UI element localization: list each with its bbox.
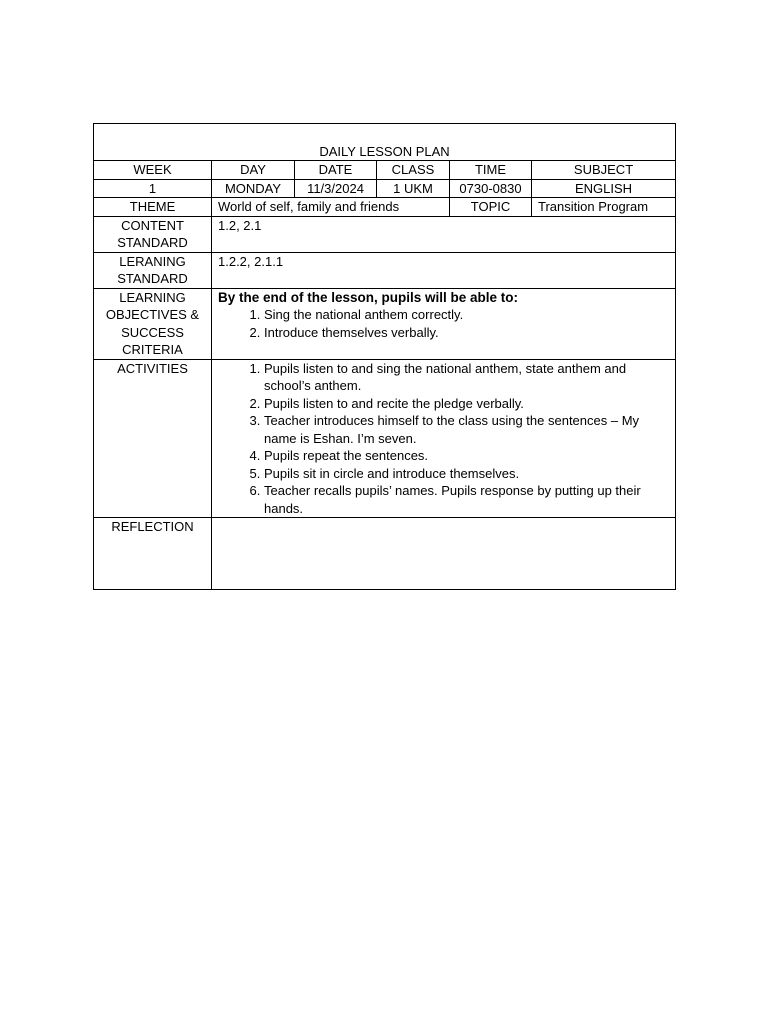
header-value-row — [94, 179, 676, 198]
activity-item: 3. Teacher introduces himself to the class using the sentences – My name is Eshan. I’m seven. — [264, 412, 669, 447]
activity-item: 6. Teacher recalls pupils’ names. Pupils response by putting up their hands. — [264, 482, 669, 517]
content-standard-row — [94, 216, 676, 252]
week-value: 1 — [94, 179, 212, 198]
date-value: 11/3/2024 — [295, 179, 377, 198]
header-label-row — [94, 161, 676, 180]
day-label: DAY — [212, 161, 295, 180]
activities-list — [218, 360, 669, 518]
time-value: 0730-0830 — [450, 179, 532, 198]
reflection-label: REFLECTION — [94, 518, 212, 590]
activity-item: 2. Pupils listen to and recite the pledge verbally. — [264, 395, 669, 413]
topic-value: Transition Program — [532, 198, 676, 217]
activities-row — [94, 359, 676, 518]
objectives-intro: By the end of the lesson, pupils will be able to: — [218, 289, 519, 305]
reflection-value — [212, 518, 676, 590]
objectives-cell — [212, 288, 676, 359]
topic-label: TOPIC — [450, 198, 532, 217]
activities-label: ACTIVITIES — [94, 359, 212, 518]
class-value: 1 UKM — [377, 179, 450, 198]
time-label: TIME — [450, 161, 532, 180]
day-value: MONDAY — [212, 179, 295, 198]
subject-value: ENGLISH — [532, 179, 676, 198]
learning-standard-label: LERANING STANDARD — [94, 252, 212, 288]
activity-item: 5. Pupils sit in circle and introduce themselves. — [264, 465, 669, 483]
objective-item: 2. Introduce themselves verbally. — [264, 324, 669, 342]
learning-standard-row — [94, 252, 676, 288]
objectives-list — [218, 306, 669, 341]
lesson-plan-table — [93, 123, 676, 590]
date-label: DATE — [295, 161, 377, 180]
objectives-row — [94, 288, 676, 359]
plan-title: DAILY LESSON PLAN — [94, 124, 676, 161]
theme-value: World of self, family and friends — [212, 198, 450, 217]
content-standard-value: 1.2, 2.1 — [212, 216, 676, 252]
theme-label: THEME — [94, 198, 212, 217]
content-standard-label: CONTENT STANDARD — [94, 216, 212, 252]
week-label: WEEK — [94, 161, 212, 180]
reflection-row — [94, 518, 676, 590]
class-label: CLASS — [377, 161, 450, 180]
objective-item: 1. Sing the national anthem correctly. — [264, 306, 669, 324]
learning-standard-value: 1.2.2, 2.1.1 — [212, 252, 676, 288]
activity-item: 4. Pupils repeat the sentences. — [264, 447, 669, 465]
subject-label: SUBJECT — [532, 161, 676, 180]
objectives-label: LEARNING OBJECTIVES & SUCCESS CRITERIA — [94, 288, 212, 359]
activities-cell — [212, 359, 676, 518]
theme-row — [94, 198, 676, 217]
activity-item: 1. Pupils listen to and sing the national anthem, state anthem and school’s anthem. — [264, 360, 669, 395]
